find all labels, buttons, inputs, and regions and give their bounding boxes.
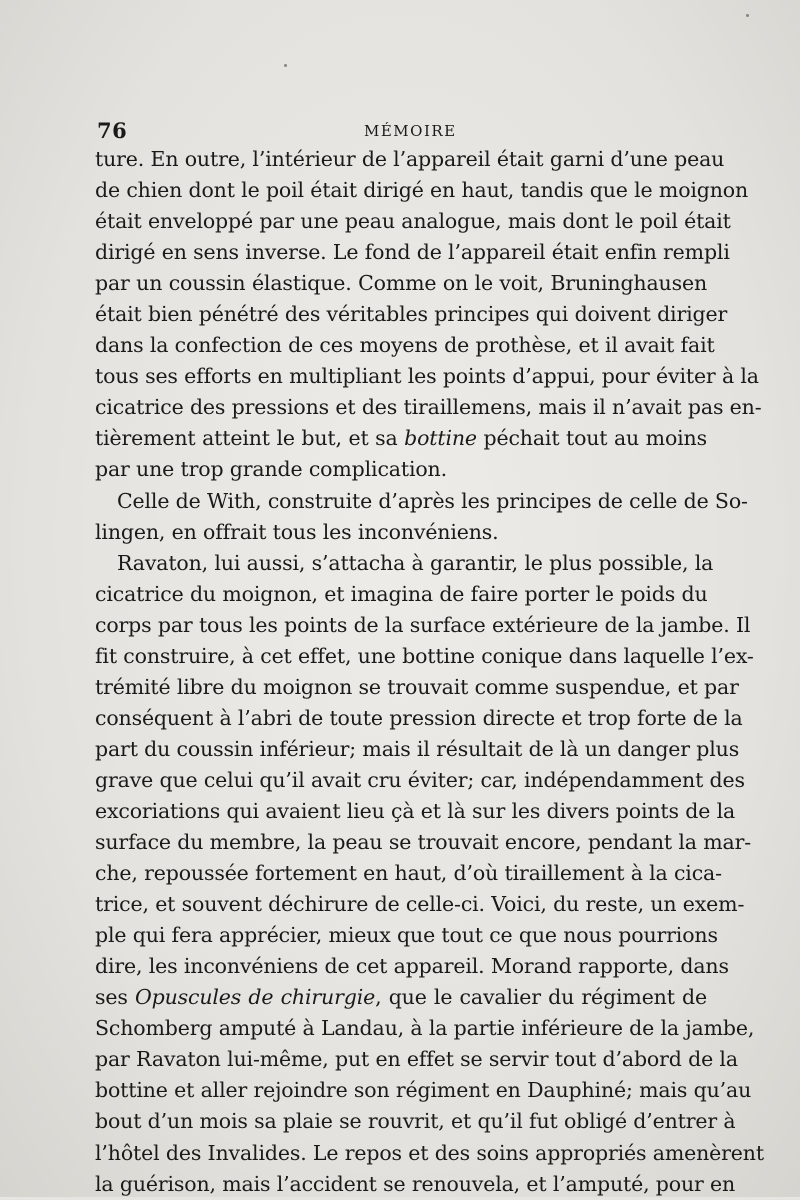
text-line: l’hôtel des Invalides. Le repos et des soins appropriés amenèrent [95, 1140, 764, 1165]
text-line: Celle de With, construite d’après les principes de celle de So- [117, 488, 748, 513]
text-line: par une trop grande complication. [95, 457, 447, 482]
text-line: de chien dont le poil était dirigé en haut, tandis que le moignon [95, 178, 749, 203]
running-title: MÉMOIRE [364, 122, 457, 140]
text-line: dirigé en sens inverse. Le fond de l’appareil était enfin rempli [95, 240, 730, 265]
page-header [97, 118, 707, 142]
text-line: part du coussin inférieur; mais il résultait de là un danger plus [95, 736, 740, 761]
text-line: excoriations qui avaient lieu çà et là sur les divers points de la [95, 798, 736, 823]
text-line: grave que celui qu’il avait cru éviter; car, indépendamment des [95, 767, 745, 792]
text-line: par Ravaton lui-même, put en effet se servir tout d’abord de la [95, 1047, 738, 1072]
text-line: conséquent à l’abri de toute pression directe et trop forte de la [95, 705, 743, 730]
text-line: surface du membre, la peau se trouvait encore, pendant la mar- [95, 830, 752, 855]
text-line: était enveloppé par une peau analogue, mais dont le poil était [95, 209, 731, 234]
text-line: trémité libre du moignon se trouvait comme suspendue, et par [95, 674, 739, 699]
text-line: corps par tous les points de la surface extérieure de la jambe. Il [95, 612, 751, 637]
page-number: 76 [97, 118, 128, 143]
text-line: trice, et souvent déchirure de celle-ci. Voici, du reste, un exem- [95, 892, 745, 917]
text-line: dans la confection de ces moyens de prothèse, et il avait fait [95, 333, 715, 358]
text-line: ture. En outre, l’intérieur de l’appareil était garni d’une peau [95, 147, 725, 171]
text-line: lingen, en offrait tous les inconvéniens. [95, 519, 499, 544]
text-line: la guérison, mais l’accident se renouvela, et l’amputé, pour en [95, 1171, 736, 1196]
text-line: bout d’un mois sa plaie se rouvrit, et qu’il fut obligé d’entrer à [95, 1109, 736, 1134]
paper-speck [746, 14, 749, 17]
text-line: fit construire, à cet effet, une bottine conique dans laquelle l’ex- [95, 643, 754, 668]
paper-speck [284, 64, 287, 67]
text-line: cicatrice des pressions et des tiraillemens, mais il n’avait pas en- [95, 395, 762, 420]
text-line: tous ses efforts en multipliant les points d’appui, pour éviter à la [95, 364, 759, 389]
text-line: Schomberg amputé à Landau, à la partie inférieure de la jambe, [95, 1016, 755, 1041]
text-line: par un coussin élastique. Comme on le voit, Bruninghausen [95, 271, 707, 296]
text-line: était bien pénétré des véritables principes qui doivent diriger [95, 302, 728, 327]
text-line: bottine et aller rejoindre son régiment en Dauphiné; mais qu’au [95, 1078, 752, 1103]
text-line: tièrement atteint le but, et sa bottine péchait tout au moins [95, 426, 707, 451]
text-line: Ravaton, lui aussi, s’attacha à garantir, le plus possible, la [117, 550, 714, 575]
text-line: ple qui fera apprécier, mieux que tout ce que nous pourrions [95, 923, 718, 948]
text-line: cicatrice du moignon, et imagina de faire porter le poids du [95, 581, 708, 606]
text-line: dire, les inconvéniens de cet appareil. Morand rapporte, dans [95, 954, 729, 979]
body-text [95, 144, 764, 1200]
text-line: che, repoussée fortement en haut, d’où tiraillement à la cica- [95, 861, 722, 886]
text-line: ses Opuscules de chirurgie, que le cavalier du régiment de [95, 985, 708, 1010]
